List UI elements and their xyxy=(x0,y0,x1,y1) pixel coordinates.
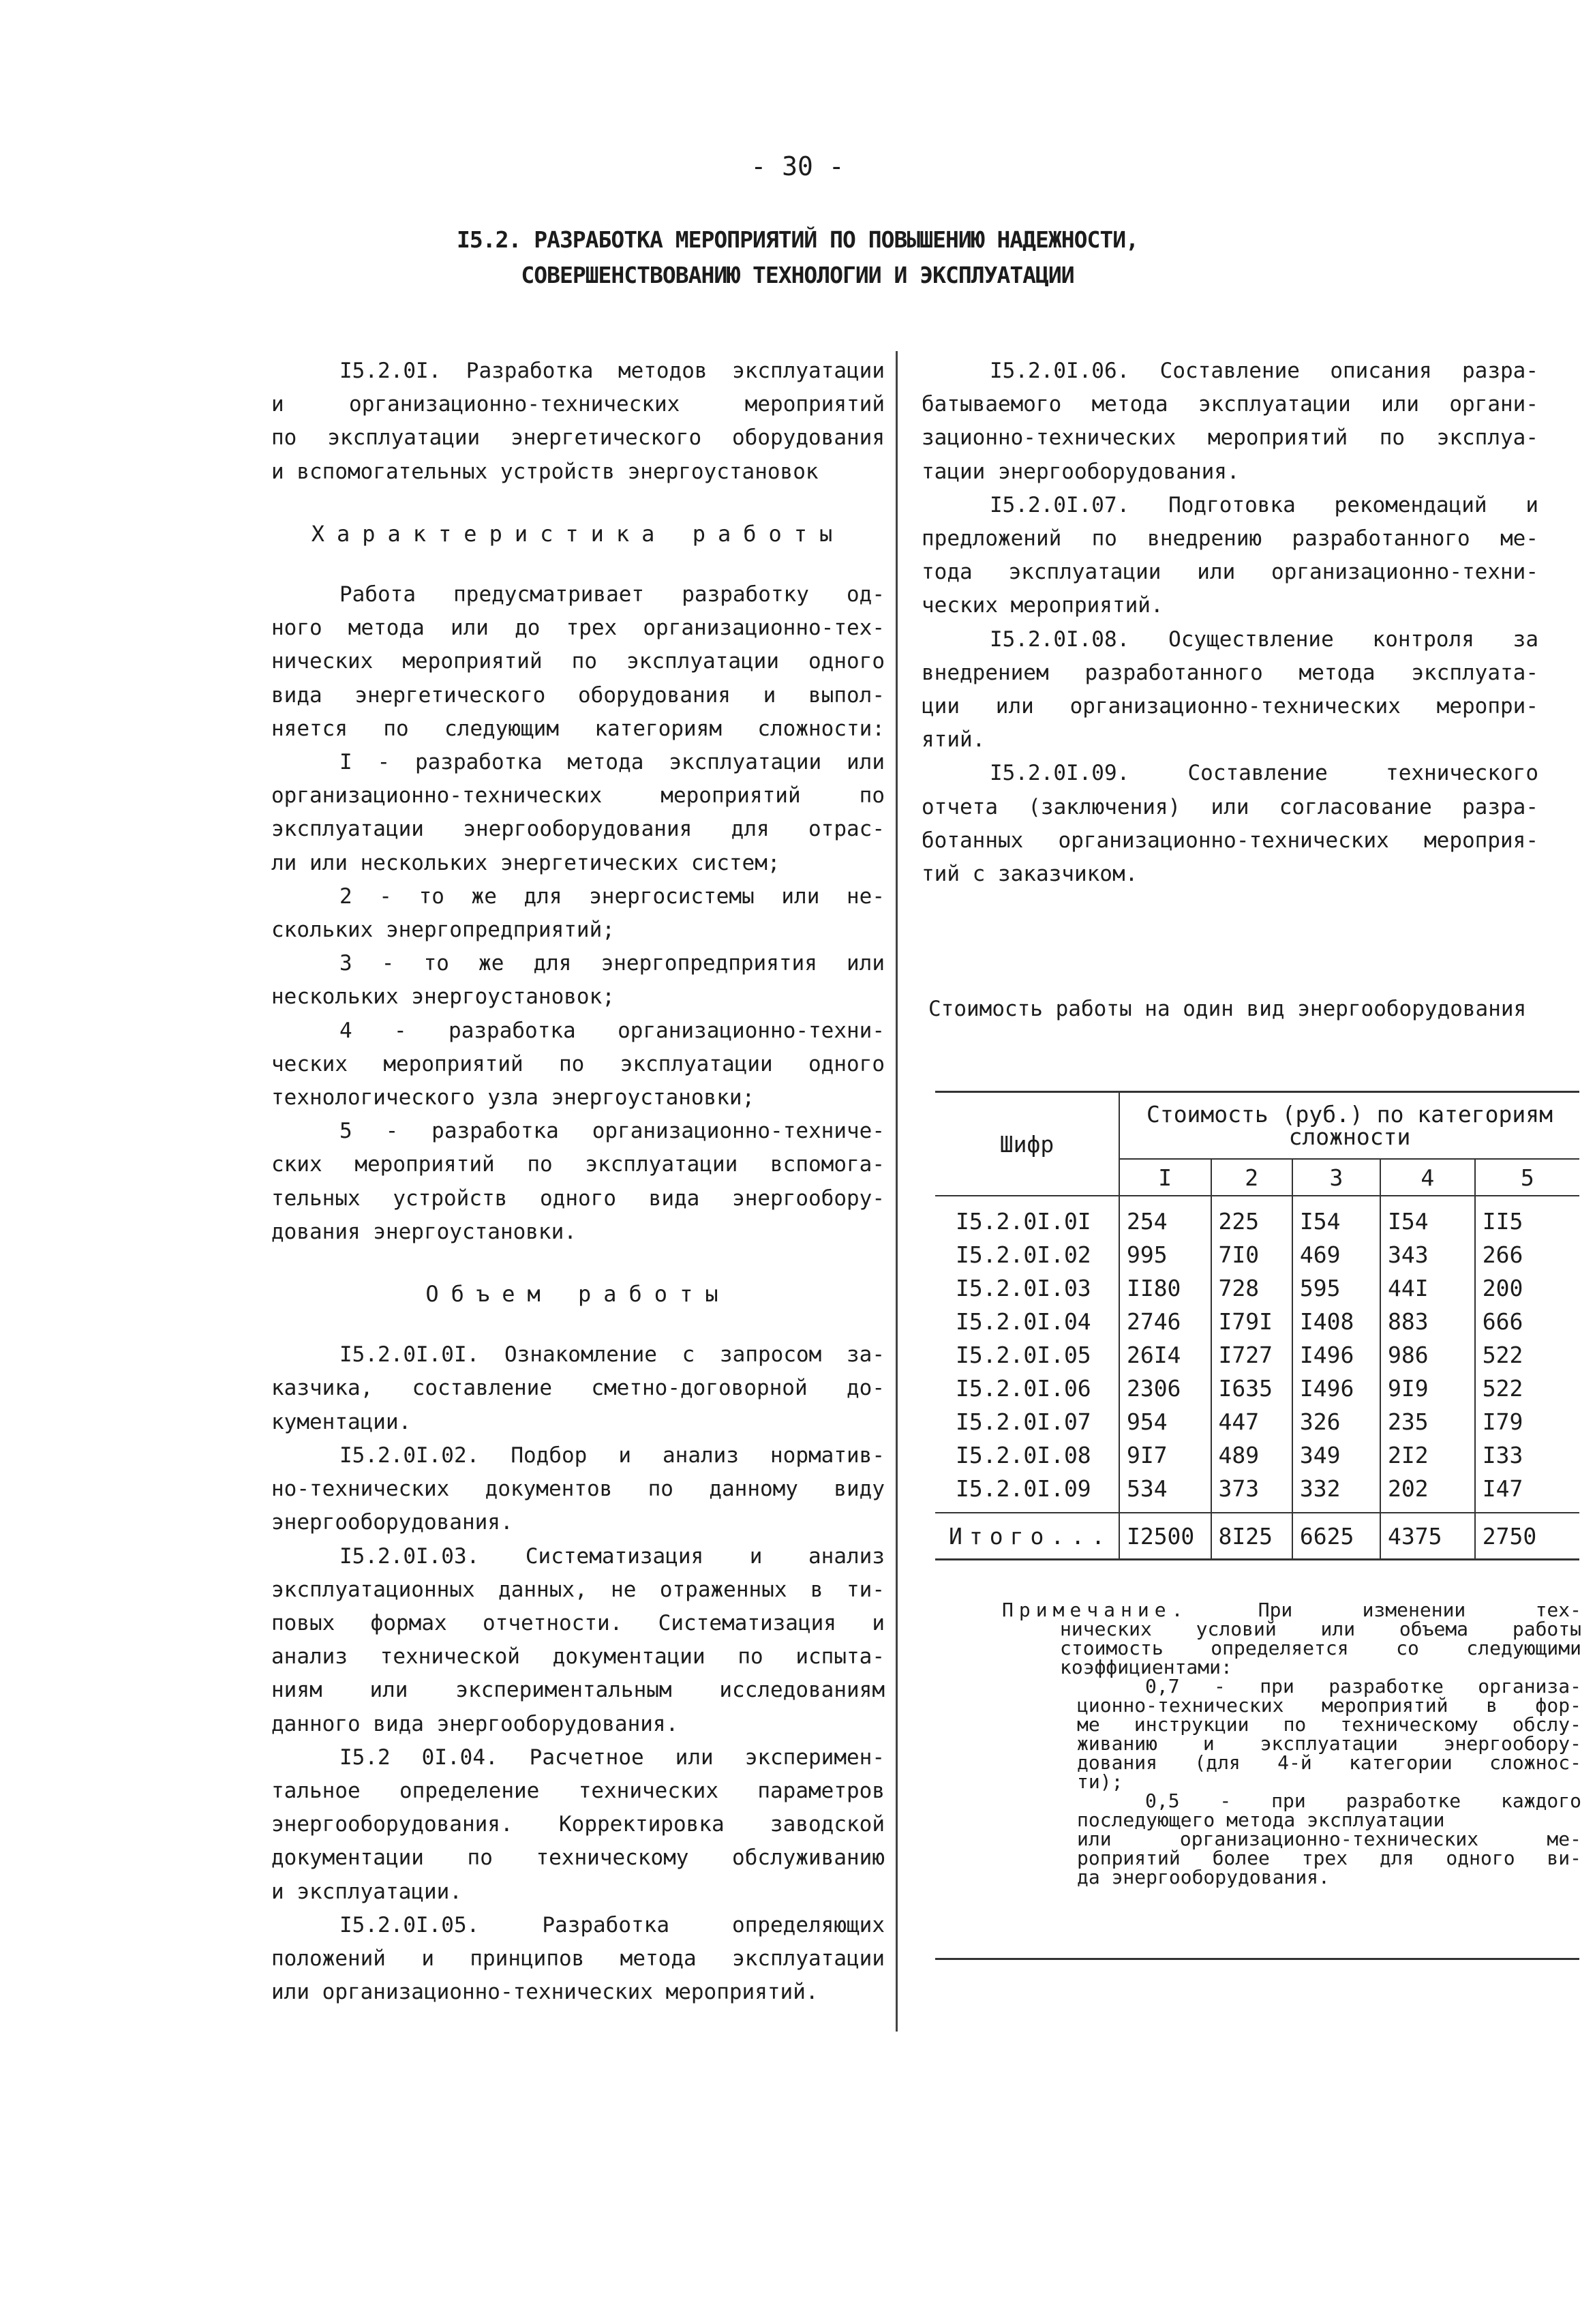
cost-table xyxy=(935,1091,1579,1560)
cell-value: 44I xyxy=(1380,1271,1475,1305)
note-line: стоимость определяется со следующими xyxy=(1060,1637,1581,1659)
text-line: зационно-технических мероприятий по эксплуа- xyxy=(922,425,1538,451)
table-row xyxy=(935,1472,1579,1513)
row-code: I5.2.0I.04 xyxy=(956,1308,1091,1335)
text-line: повых формах отчетности. Систематизация и xyxy=(271,1610,885,1635)
text-line: батываемого метода эксплуатации или органи- xyxy=(922,392,1538,417)
note-line: ционно-технических мероприятий в фор- xyxy=(1077,1694,1581,1717)
cell-value: 534 xyxy=(1119,1472,1211,1513)
row-code: I5.2.0I.06 xyxy=(956,1375,1091,1402)
text-line: эксплуатации энергооборудования для отрас- xyxy=(271,817,885,842)
text-line: вида энергетического оборудования и выпол- xyxy=(271,682,885,708)
cell-value: I79 xyxy=(1475,1405,1579,1438)
cell-value: I54 xyxy=(1380,1196,1475,1238)
text-line: 5 - разработка организационно-техниче- xyxy=(339,1119,885,1144)
cell-value: II80 xyxy=(1119,1271,1211,1305)
text-line: Работа предусматривает разработку од- xyxy=(339,582,885,607)
total-value: 4375 xyxy=(1380,1513,1475,1560)
row-code: I5.2.0I.03 xyxy=(956,1275,1091,1301)
text-line: 2 - то же для энергосистемы или не- xyxy=(339,884,885,909)
total-value: 8I25 xyxy=(1211,1513,1292,1560)
cell-value: I727 xyxy=(1211,1338,1292,1372)
cell-value: 9I7 xyxy=(1119,1438,1211,1472)
note-line: последующего метода эксплуатации xyxy=(1077,1809,1445,1831)
text-line: положений и принципов метода эксплуатации xyxy=(271,1946,885,1971)
total-value: I2500 xyxy=(1119,1513,1211,1560)
table-row xyxy=(935,1405,1579,1438)
cell-value: 26I4 xyxy=(1119,1338,1211,1372)
text-line: 3 - то же для энергопредприятия или xyxy=(339,951,885,976)
table-row xyxy=(935,1238,1579,1271)
total-label: Итого... xyxy=(935,1513,1119,1560)
note-line: или организационно-технических ме- xyxy=(1077,1828,1581,1850)
cell-value: 343 xyxy=(1380,1238,1475,1271)
cell-value: I79I xyxy=(1211,1305,1292,1338)
table-row xyxy=(935,1372,1579,1405)
text-line: но-технических документов по данному виду xyxy=(271,1477,885,1502)
column-divider xyxy=(896,351,898,2032)
table-row xyxy=(935,1196,1579,1238)
section-heading-line-2: СОВЕРШЕНСТВОВАНИЮ ТЕХНОЛОГИИ И ЭКСПЛУАТАЦИИ xyxy=(521,262,1074,288)
cell-value: 2I2 xyxy=(1380,1438,1475,1472)
text-line: I5.2.0I.03. Систематизация и анализ xyxy=(339,1543,885,1569)
table-row xyxy=(935,1338,1579,1372)
text-line: нических мероприятий по эксплуатации одного xyxy=(271,649,885,674)
note-line: дования (для 4-й категории сложнос- xyxy=(1077,1751,1581,1774)
cell-value: 522 xyxy=(1475,1338,1579,1372)
text-line: скольких энергопредприятий; xyxy=(271,918,615,943)
work-title-line: I5.2.0I. Разработка методов эксплуатации xyxy=(339,359,885,383)
row-code: I5.2.0I.05 xyxy=(956,1342,1091,1368)
work-title-line: и организационно-технических мероприятий xyxy=(271,392,885,417)
work-title-line: по эксплуатации энергетического оборудования xyxy=(271,425,885,451)
table-header-cost-group: Стоимость (руб.) по категориям сложности xyxy=(1119,1092,1579,1160)
table-total-row xyxy=(935,1513,1579,1560)
cell-value: I54 xyxy=(1292,1196,1380,1238)
table-header-category: 5 xyxy=(1475,1159,1579,1196)
text-line: документации по техническому обслуживанию xyxy=(271,1845,885,1871)
text-line: данного вида энергооборудования. xyxy=(271,1711,679,1736)
cell-value: I33 xyxy=(1475,1438,1579,1472)
table-row xyxy=(935,1438,1579,1472)
page-number: - 30 - xyxy=(750,151,845,181)
total-value: 2750 xyxy=(1475,1513,1579,1560)
text-line: ческих мероприятий по эксплуатации одного xyxy=(271,1051,885,1076)
text-line: ческих мероприятий. xyxy=(922,593,1164,618)
cell-value: 728 xyxy=(1211,1271,1292,1305)
cell-value: I635 xyxy=(1211,1372,1292,1405)
note-line: нических условий или объема работы xyxy=(1060,1618,1581,1640)
left-column xyxy=(271,354,885,2009)
text-line: I5.2.0I.05. Разработка определяющих xyxy=(339,1912,885,1937)
text-line: I5.2.0I.08. Осуществление контроля за xyxy=(990,627,1538,652)
text-line: ботанных организационно-технических мероприя- xyxy=(922,828,1538,853)
cell-value: 666 xyxy=(1475,1305,1579,1338)
cell-value: 954 xyxy=(1119,1405,1211,1438)
note-line: При изменении тех- xyxy=(1258,1599,1581,1621)
cell-value: I408 xyxy=(1292,1305,1380,1338)
note-line: да энергооборудования. xyxy=(1077,1866,1330,1888)
text-line: I - разработка метода эксплуатации или xyxy=(339,750,885,775)
text-line: I5.2.0I.0I. Ознакомление с запросом за- xyxy=(339,1342,885,1368)
text-line: энергооборудования. xyxy=(271,1510,513,1535)
text-line: анализ технической документации по испыта- xyxy=(271,1644,885,1670)
row-code: I5.2.0I.07 xyxy=(956,1408,1091,1435)
table-header-code: Шифр xyxy=(935,1092,1119,1196)
cell-value: 595 xyxy=(1292,1271,1380,1305)
row-code: I5.2.0I.0I xyxy=(956,1208,1091,1235)
section-heading-line-1: I5.2. РАЗРАБОТКА МЕРОПРИЯТИЙ ПО ПОВЫШЕНИЮ НАДЕЖНОСТИ, xyxy=(457,226,1138,253)
text-line: I5.2.0I.06. Составление описания разра- xyxy=(990,359,1538,383)
text-line: дования энергоустановки. xyxy=(271,1219,577,1244)
cell-value: 326 xyxy=(1292,1405,1380,1438)
cell-value: II5 xyxy=(1475,1196,1579,1238)
text-line: ли или нескольких энергетических систем; xyxy=(271,850,780,875)
table-header-category: 2 xyxy=(1211,1159,1292,1196)
cell-value: 2306 xyxy=(1119,1372,1211,1405)
cell-value: 266 xyxy=(1475,1238,1579,1271)
note-block xyxy=(1002,1599,1581,1888)
right-column xyxy=(922,354,1538,891)
characteristics-heading: Характеристика работы xyxy=(311,520,845,547)
cell-value: 7I0 xyxy=(1211,1238,1292,1271)
note-line: ти); xyxy=(1077,1770,1123,1793)
cell-value: I47 xyxy=(1475,1472,1579,1513)
text-line: ции или организационно-технических меропри- xyxy=(922,694,1538,719)
text-line: тальное определение технических параметров xyxy=(271,1778,885,1803)
text-line: I5.2.0I.07. Подготовка рекомендаций и xyxy=(990,492,1538,517)
text-line: няется по следующим категориям сложности: xyxy=(271,716,885,741)
cell-value: 332 xyxy=(1292,1472,1380,1513)
table-header-category: 4 xyxy=(1380,1159,1475,1196)
note-line: живанию и эксплуатации энергообору- xyxy=(1077,1732,1581,1755)
text-line: тельных устройств одного вида энергообору- xyxy=(271,1186,885,1211)
note-line: ме инструкции по техническому обслу- xyxy=(1077,1713,1581,1736)
note-line: 0,7 - при разработке организа- xyxy=(1145,1675,1581,1697)
text-line: нескольких энергоустановок; xyxy=(271,984,615,1010)
text-line: I5.2.0I.09. Составление технического xyxy=(990,761,1538,786)
cost-caption: Стоимость работы на один вид энергооборудования xyxy=(928,997,1527,1021)
total-value: 6625 xyxy=(1292,1513,1380,1560)
text-line: внедрением разработанного метода эксплуата- xyxy=(922,660,1538,685)
table-header-category: 3 xyxy=(1292,1159,1380,1196)
text-line: ниям или экспериментальным исследованиям xyxy=(271,1678,885,1703)
row-code: I5.2.0I.08 xyxy=(956,1442,1091,1468)
note-line: роприятий более трех для одного ви- xyxy=(1077,1847,1581,1869)
cell-value: 235 xyxy=(1380,1405,1475,1438)
text-line: предложений по внедрению разработанного ме- xyxy=(922,526,1538,552)
cell-value: I496 xyxy=(1292,1338,1380,1372)
note-label: Примечание. xyxy=(1002,1599,1189,1621)
text-line: организационно-технических мероприятий по xyxy=(271,783,885,809)
text-line: ских мероприятий по эксплуатации вспомога- xyxy=(271,1152,885,1177)
text-line: и эксплуатации. xyxy=(271,1879,462,1904)
cell-value: 522 xyxy=(1475,1372,1579,1405)
cell-value: 986 xyxy=(1380,1338,1475,1372)
cell-value: 447 xyxy=(1211,1405,1292,1438)
cell-value: 202 xyxy=(1380,1472,1475,1513)
text-line: казчика, составление сметно-договорной до- xyxy=(271,1376,885,1401)
cell-value: 9I9 xyxy=(1380,1372,1475,1405)
cell-value: 200 xyxy=(1475,1271,1579,1305)
text-line: кументации. xyxy=(271,1409,412,1434)
cell-value: 2746 xyxy=(1119,1305,1211,1338)
row-code: I5.2.0I.09 xyxy=(956,1475,1091,1502)
table-row xyxy=(935,1305,1579,1338)
text-line: I5.2.0I.02. Подбор и анализ норматив- xyxy=(339,1443,885,1468)
text-line: ного метода или до трех организационно-тех- xyxy=(271,616,885,641)
text-line: энергооборудования. Корректировка заводской xyxy=(271,1812,885,1837)
cell-value: 349 xyxy=(1292,1438,1380,1472)
note-line: коэффициентами: xyxy=(1060,1656,1232,1678)
cell-value: 469 xyxy=(1292,1238,1380,1271)
row-code: I5.2.0I.02 xyxy=(956,1241,1091,1268)
work-title-line: и вспомогательных устройств энергоустановок xyxy=(271,459,819,484)
cell-value: 883 xyxy=(1380,1305,1475,1338)
cell-value: 373 xyxy=(1211,1472,1292,1513)
note-bottom-rule xyxy=(935,1958,1579,1960)
cell-value: 225 xyxy=(1211,1196,1292,1238)
text-line: тода эксплуатации или организационно-техни- xyxy=(922,560,1538,585)
text-line: технологического узла энергоустановки; xyxy=(271,1085,755,1111)
text-line: эксплуатационных данных, не отраженных в ти- xyxy=(271,1577,885,1602)
cell-value: 489 xyxy=(1211,1438,1292,1472)
cell-value: I496 xyxy=(1292,1372,1380,1405)
table-row xyxy=(935,1271,1579,1305)
text-line: 4 - разработка организационно-техни- xyxy=(339,1018,885,1043)
note-line: 0,5 - при разработке каждого xyxy=(1145,1790,1581,1812)
table-header-category: I xyxy=(1119,1159,1211,1196)
cell-value: 254 xyxy=(1119,1196,1211,1238)
text-line: ятий. xyxy=(922,727,986,753)
text-line: тий с заказчиком. xyxy=(922,862,1138,887)
text-line: или организационно-технических мероприятий. xyxy=(271,1980,819,2005)
text-line: отчета (заключения) или согласование разра- xyxy=(922,794,1538,819)
text-line: тации энергооборудования. xyxy=(922,459,1240,484)
text-line: I5.2 0I.04. Расчетное или эксперимен- xyxy=(339,1745,885,1770)
cell-value: 995 xyxy=(1119,1238,1211,1271)
scope-heading: Объем работы xyxy=(425,1281,731,1308)
